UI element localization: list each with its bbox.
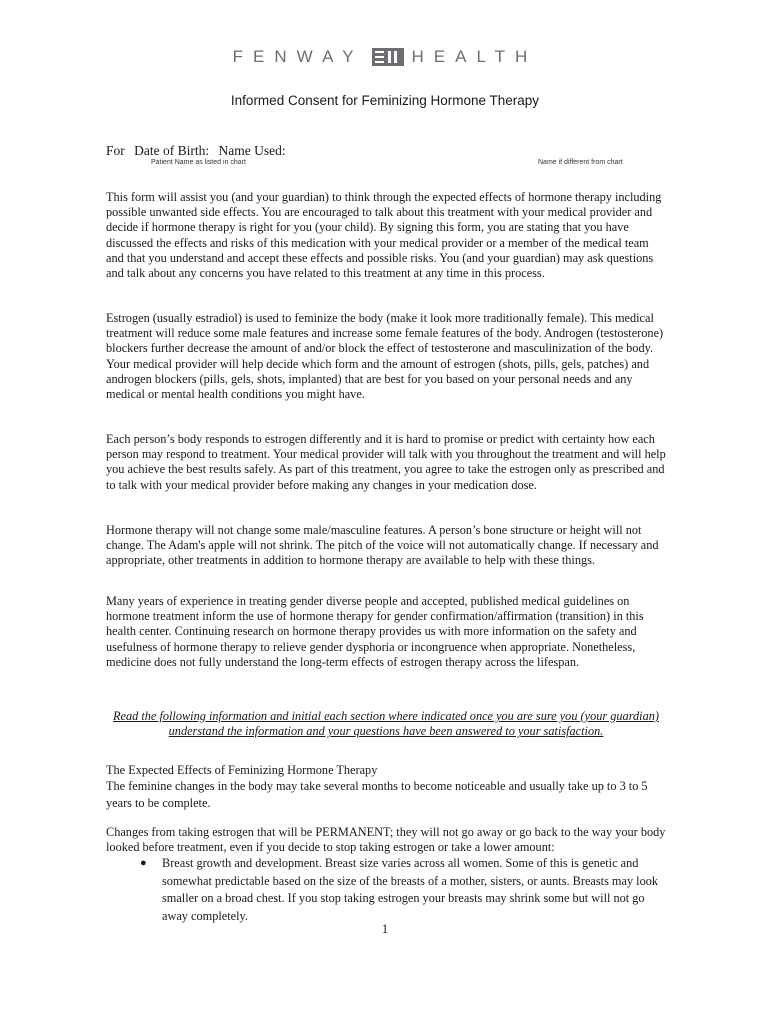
list-item — [140, 855, 665, 925]
name-used-label: Name Used: — [218, 143, 286, 158]
estrogen-paragraph: Estrogen (usually estradiol) is used to feminize the body (make it look more traditionally female). This medical treatment will reduce some male features and increase some female features of the body. Androgen (testosterone) blockers further decrease the amount of and/or block the effect of testosterone and masculinization of the body. Your medical provider will help decide which form and the amount of estrogen (shots, pills, gels, patches) and androgen blockers (pills, gels, shots, implanted) that are best for you based on your personal needs and any medical or mental health conditions you might have. — [106, 311, 664, 402]
bullet-icon: ● — [140, 857, 147, 869]
unchanged-features-paragraph: Hormone therapy will not change some male/masculine features. A person’s bone structure or height will not change. The Adam's apple will not shrink. The pitch of the voice will not automatically change. If necessary and appropriate, other treatments in addition to hormone therapy are available to help with these things. — [106, 523, 659, 568]
fenway-health-logo — [0, 47, 770, 67]
intro-paragraph: This form will assist you (and your guardian) to think through the expected effects of hormone therapy including possible unwanted side effects. You are encouraged to talk about this treatment with your medical provider and decide if hormone therapy is right for you (your child). By signing this form, you are stating that you have discussed the effects and risks of this medication with your medical provider or a member of the medical team and that you understand and accept these effects and possible risks. You (and your guardian) may ask questions and talk about any concerns you have related to this treatment at any time in this process. — [106, 190, 662, 281]
patient-fields-row — [106, 143, 292, 159]
dob-label: Date of Birth: — [134, 143, 210, 158]
name-used-note: Name if different from chart — [538, 159, 623, 166]
section-heading: The Expected Effects of Feminizing Hormone Therapy — [106, 763, 378, 777]
document-title: Informed Consent for Feminizing Hormone Therapy — [230, 93, 540, 108]
logo-word-health: HEALTH — [411, 47, 538, 66]
permanent-changes-intro: Changes from taking estrogen that will be PERMANENT; they will not go away or go back to the way your body looked before treatment, even if you decide to stop taking estrogen or take a lower amount: — [106, 825, 666, 855]
logo-word-fenway: FENWAY — [232, 47, 364, 66]
page-number: 1 — [381, 921, 389, 936]
experience-paragraph: Many years of experience in treating gender diverse people and accepted, published medical guidelines on hormone treatment inform the use of hormone therapy for gender confirmation/affirmation (transition) in this health center. Continuing research on hormone therapy provides us with more information on the safety and usefulness of hormone therapy to relieve gender dysphoria or incongruence when appropriate. Nonetheless, medicine does not fully understand the long-term effects of estrogen therapy across the lifespan. — [106, 594, 644, 669]
bullet-text: Breast growth and development. Breast size varies across all women. Some of this is genetic and somewhat predictable based on the size of the breasts of a mother, sisters, or aunts. Breasts may look smaller on a broad chest. If you stop taking estrogen your breasts may shrink some but will not go away completely. — [162, 856, 659, 923]
logo-mark-icon — [372, 48, 404, 66]
response-paragraph: Each person’s body responds to estrogen differently and it is hard to promise or predict with certainty how each person may respond to treatment. Your medical provider will talk with you throughout the treatment and will help you achieve the best results safely. As part of this treatment, you agree to take the estrogen only as prescribed and to talk with your medical provider before making any changes in your medication dose. — [106, 432, 666, 492]
initial-instruction: Read the following information and initial each section where indicated once you are sure you (your guardian) understand the information and your questions have been answered to your satisfaction. — [113, 709, 659, 739]
for-label: For — [106, 143, 125, 158]
section-text: The feminine changes in the body may take several months to become noticeable and usually take up to 3 to 5 years to be complete. — [106, 779, 648, 810]
patient-name-note: Patient Name as listed in chart — [151, 159, 246, 166]
